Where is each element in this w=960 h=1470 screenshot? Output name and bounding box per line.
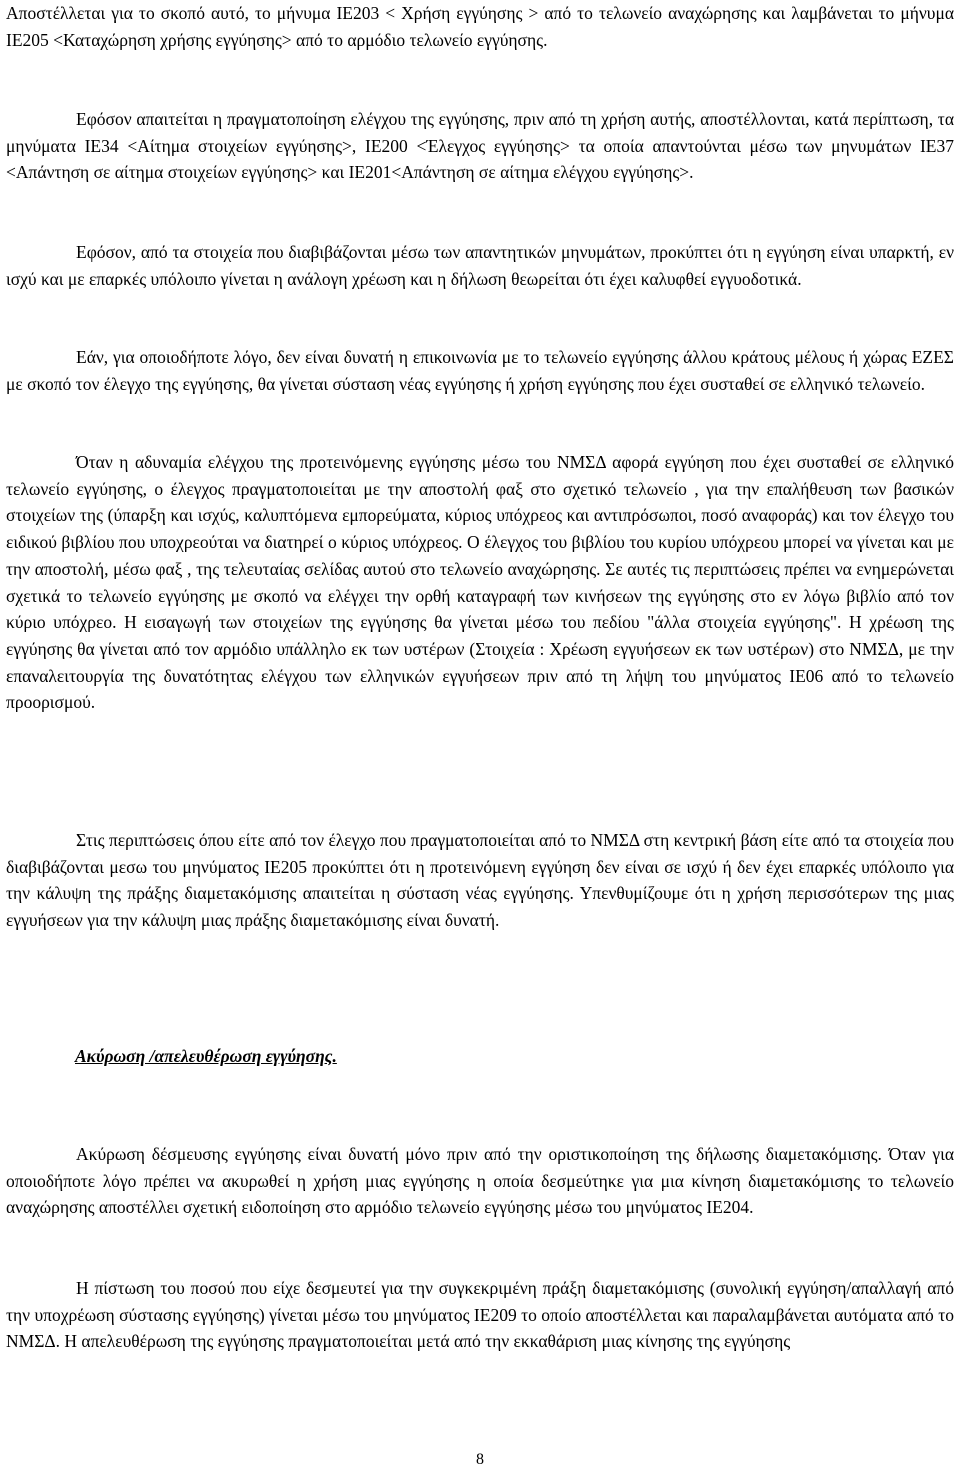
section-heading: Ακύρωση /απελευθέρωση εγγύησης. xyxy=(75,1046,337,1066)
paragraph: Στις περιπτώσεις όπου είτε από τον έλεγχο που πραγματοποιείται από το ΝΜΣΔ στη κεντρική βάση είτε από τα στοιχεία που διαβιβάζονται μεσω του μηνύματος ΙΕ205 προκύπτει ότι η προτεινόμενη εγγύηση δεν είναι σε ισχύ ή δεν έχει επαρκές υπόλοιπο για την κάλυψη της πράξης διαμετακόμισης απαιτείται η σύσταση νέας εγγύησης. Υπενθυμίζουμε ότι η χρήση περισσότερων της μιας εγγυήσεων για την κάλυψη μιας πράξης διαμετακόμισης είναι δυνατή. xyxy=(6,830,954,931)
paragraph: Ακύρωση δέσμευσης εγγύησης είναι δυνατή μόνο πριν από την οριστικοποίηση της δήλωσης διαμετακόμισης. Όταν για οποιοδήποτε λόγο πρέπει να ακυρωθεί η χρήση μιας εγγύησης η οποία δεσμεύτηκε για μια κίνηση διαμετακόμισης το τελωνείο αναχώρησης αποστέλλει σχετική ειδοποίηση στο αρμόδιο τελωνείο εγγύησης μέσω του μηνύματος ΙΕ204. xyxy=(6,1144,954,1218)
paragraph: Όταν η αδυναμία ελέγχου της προτεινόμενης εγγύησης μέσω του ΝΜΣΔ αφορά εγγύηση που έχει συσταθεί σε ελληνικό τελωνείο εγγύησης, ο έλεγχος πραγματοποιείται με την αποστολή φαξ στο σχετικό τελωνείο , για την επαλήθευση των βασικών στοιχείων της (ύπαρξη και ισχύς, καλυπτόμενα εμπορεύματα, κύριος υπόχρεος και αντιπρόσωποι, ποσό αναφοράς) και τον έλεγχο του ειδικού βιβλίου που υποχρεούται να διατηρεί ο κύριος υπόχρεος. Ο έλεγχος του βιβλίου του κυρίου υπόχρεου μπορεί να γίνεται και με την αποστολή, μέσω φαξ , της τελευταίας σελίδας αυτού στο τελωνείο αναχώρησης. Σε αυτές τις περιπτώσεις πρέπει να ενημερώνεται σχετικά το τελωνείο εγγύησης με σκοπό να ελέγχει την ορθή καταγραφή των κινήσεων της εγγύησης στο εν λόγω βιβλίο από τον κύριο υπόχρεο. Η εισαγωγή των στοιχείων της εγγύησης θα γίνεται μέσω του πεδίου "άλλα στοιχεία εγγύησης". Η χρέωση της εγγύησης θα γίνεται από τον αρμόδιο υπάλληλο εκ των υστέρων (Στοιχεία : Χρέωση εγγυήσεων εκ των υστέρων) στο ΝΜΣΔ, με την επαναλειτουργία της δυνατότητας ελέγχου των ελληνικών εγγυήσεων πριν από τη λήψη του μηνύματος ΙΕ06 από το τελωνείο προορισμού. xyxy=(6,452,954,713)
paragraph: Εάν, για οποιοδήποτε λόγο, δεν είναι δυνατή η επικοινωνία με το τελωνείο εγγύησης άλλου κράτους μέλους ή χώρας ΕΖΕΣ με σκοπό τον έλεγχο της εγγύησης, θα γίνεται σύσταση νέας εγγύησης ή χρήση εγγύησης που έχει συσταθεί σε ελληνικό τελωνείο. xyxy=(6,347,954,394)
paragraph: Η πίστωση του ποσού που είχε δεσμευτεί για την συγκεκριμένη πράξη διαμετακόμισης (συνολική εγγύηση/απαλλαγή από την υποχρέωση σύστασης εγγύησης) γίνεται μέσω του μηνύματος ΙΕ209 το οποίο αποστέλλεται και παραλαμβάνεται αυτόματα από το ΝΜΣΔ. Η απελευθέρωση της εγγύησης πραγματοποιείται μετά από την εκκαθάριση μιας κίνησης της εγγύησης xyxy=(6,1278,954,1352)
paragraph: Εφόσον, από τα στοιχεία που διαβιβάζονται μέσω των απαντητικών μηνυμάτων, προκύπτει ότι η εγγύηση είναι υπαρκτή, εν ισχύ και με επαρκές υπόλοιπο γίνεται η ανάλογη χρέωση και η δήλωση θεωρείται ότι έχει καλυφθεί εγγυοδοτικά. xyxy=(6,242,954,289)
paragraph: Εφόσον απαιτείται η πραγματοποίηση ελέγχου της εγγύησης, πριν από τη χρήση αυτής, αποστέλλονται, κατά περίπτωση, τα μηνύματα ΙΕ34 <Αίτημα στοιχείων εγγύησης>, ΙΕ200 <Έλεγχος εγγύησης> τα οποία απαντούνται μέσω των μηνυμάτων ΙΕ37 <Απάντηση σε αίτημα στοιχείων εγγύησης> και ΙΕ201<Απάντηση σε αίτημα ελέγχου εγγύησης>. xyxy=(6,109,954,183)
paragraph: Αποστέλλεται για το σκοπό αυτό, το μήνυμα ΙΕ203 < Χρήση εγγύησης > από το τελωνείο αναχώρησης και λαμβάνεται το μήνυμα ΙΕ205 <Καταχώρηση χρήσης εγγύησης> από το αρμόδιο τελωνείο εγγύησης. xyxy=(6,3,954,50)
page-number: 8 xyxy=(476,1451,484,1468)
